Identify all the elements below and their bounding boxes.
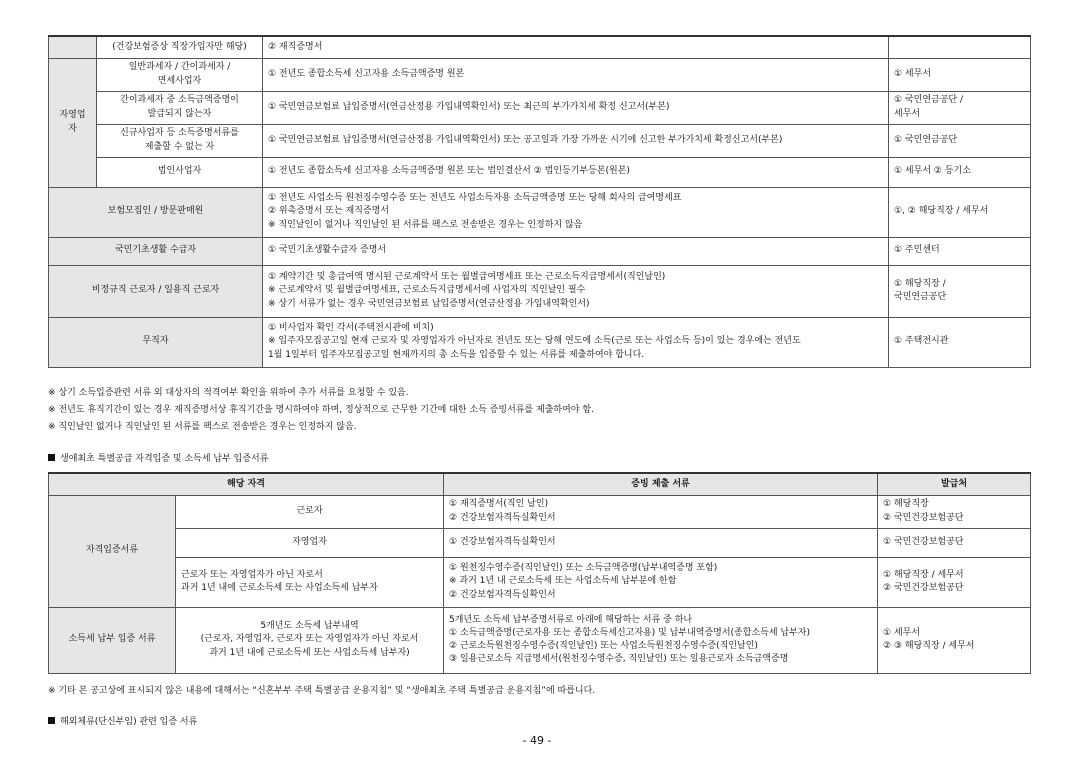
qualification-cell: 간이과세자 중 소득금액증명이 발급되지 않는자 bbox=[97, 91, 263, 124]
group-label: 자격입증서류 bbox=[49, 495, 176, 607]
page-number: - 49 - bbox=[522, 734, 552, 747]
table-row bbox=[49, 237, 1031, 265]
documents-cell: ① 건강보험자격득실확인서 bbox=[444, 528, 878, 557]
issuer-cell: ① 세무서 ② 등기소 bbox=[889, 157, 1031, 187]
square-bullet-icon bbox=[48, 454, 55, 461]
header-documents: 증빙 제출 서류 bbox=[444, 473, 878, 495]
issuer-cell: ① 국민건강보험공단 bbox=[878, 528, 1031, 557]
table-row bbox=[49, 187, 1031, 237]
section-title bbox=[48, 714, 197, 727]
issuer-cell: ① 세무서 ② ③ 해당직장 / 세무서 bbox=[878, 607, 1031, 673]
issuer-cell: ① 해당직장 ② 국민건강보험공단 bbox=[878, 495, 1031, 528]
first-home-proof-table bbox=[48, 472, 1031, 674]
documents-cell: 5개년도 소득세 납부증명서류로 아래에 해당하는 서류 중 하나 ① 소득금액증명(근로자용 또는 종합소득세신고자용) 및 납부내역증명서(종합소득세 납부자) ② 근로소득원천징수영수증(직인날인) 또는 사업소득원천징수영수증(직인날인) ③ 일용근로소득 지급명세서(원천징수영수증, 직인날인) 또는 일용근로자 소득금액증명 bbox=[444, 607, 878, 673]
qualification-cell: 국민기초생활 수급자 bbox=[49, 237, 263, 265]
documents-cell: ① 전년도 종합소득세 신고자용 소득금액증명 원본 bbox=[263, 58, 889, 91]
table-row bbox=[49, 91, 1031, 124]
note-line: ※ 직인날인 없거나 직인날인 된 서류를 팩스로 전송받은 경우는 인정하지 않음. bbox=[48, 422, 357, 432]
square-bullet-icon bbox=[48, 717, 55, 724]
documents-cell: ① 계약기간 및 총급여액 명시된 근로계약서 또는 월별급여명세표 또는 근로소득지급명세서(직인날인) ※ 근로계약서 및 월별급여명세표, 근로소득지급명세서에 사업자의 직인날인 필수 ※ 상기 서류가 없는 경우 국민연금보험료 납입증명서(연금산정용 가입내역확인서) bbox=[263, 265, 889, 317]
section-title-text: 해외체류(단신부임) 관련 입증 서류 bbox=[60, 717, 198, 727]
documents-cell: ① 국민연금보험료 납입증명서(연금산정용 가입내역확인서) 또는 최근의 부가가치세 확정 신고서(부본) bbox=[263, 91, 889, 124]
issuer-cell: ① 주택전시관 bbox=[889, 317, 1031, 367]
table-row bbox=[49, 124, 1031, 157]
qualification-cell: 근로자 또는 자영업자가 아닌 자로서 과거 1년 내에 근로소득세 또는 사업소득세 납부자 bbox=[176, 557, 444, 607]
note-line: ※ 전년도 휴직기간이 있는 경우 재직증명서상 휴직기간을 명시하여야 하며, 정상적으로 근무한 기간에 대한 소득 증빙서류를 제출하여야 함. bbox=[48, 405, 594, 415]
qualification-cell: 자영업자 bbox=[176, 528, 444, 557]
documents-cell: ① 비사업자 확인 각서(주택전시관에 비치) ※ 입주자모집공고일 현재 근로자 및 자영업자가 아닌자로 전년도 또는 당해 연도에 소득(근로 또는 사업소득 등)이 있는 경우에는 전년도 1월 1일부터 입주자모집공고일 현재까지의 총 소득을 입증할 수 있는 서류를 제출하여야 합니다. bbox=[263, 317, 889, 367]
issuer-cell: ① 주민센터 bbox=[889, 237, 1031, 265]
issuer-cell: ① 해당직장 / 국민연금공단 bbox=[889, 265, 1031, 317]
documents-cell: ① 국민기초생활수급자 증명서 bbox=[263, 237, 889, 265]
income-proof-table bbox=[48, 35, 1031, 368]
group-label: 소득세 납부 입증 서류 bbox=[49, 607, 176, 673]
table-row bbox=[49, 317, 1031, 367]
table-header-row bbox=[49, 473, 1031, 495]
documents-cell: ① 국민연금보험료 납입증명서(연금산정용 가입내역확인서) 또는 공고일과 가장 가까운 시기에 신고한 부가가치세 확정신고서(부본) bbox=[263, 124, 889, 157]
documents-cell: ① 전년도 종합소득세 신고자용 소득금액증명 원본 또는 법인결산서 ② 법인등기부등본(원본) bbox=[263, 157, 889, 187]
self-employed-label: 자영업 자 bbox=[49, 58, 97, 187]
qualification-cell: 신규사업자 등 소득증명서류를 제출할 수 없는 자 bbox=[97, 124, 263, 157]
qualification-cell: 보험모집인 / 방문판매원 bbox=[49, 187, 263, 237]
note-line: ※ 상기 소득입증관련 서류 외 대상자의 적격여부 확인을 위하여 추가 서류를 요청할 수 있음. bbox=[48, 388, 409, 398]
section-title-text: 생애최초 특별공급 자격입증 및 소득세 납부 입증서류 bbox=[60, 454, 269, 464]
qualification-cell: (건강보험증상 직장가입자만 해당) bbox=[97, 36, 263, 58]
table-row bbox=[49, 58, 1031, 91]
documents-cell: ① 원천징수영수증(직인날인) 또는 소득금액증명(납부내역증명 포함) ※ 과거 1년 내 근로소득세 또는 사업소득세 납부분에 한함 ② 건강보험자격득실확인서 bbox=[444, 557, 878, 607]
qualification-cell: 비정규직 근로자 / 일용직 근로자 bbox=[49, 265, 263, 317]
issuer-cell: ① 세무서 bbox=[889, 58, 1031, 91]
table-row bbox=[49, 495, 1031, 528]
header-qualification: 해당 자격 bbox=[49, 473, 444, 495]
issuer-cell: ①, ② 해당직장 / 세무서 bbox=[889, 187, 1031, 237]
qualification-cell: 5개년도 소득세 납부내역 (근로자, 자영업자, 근로자 또는 자영업자가 아닌 자로서 과거 1년 내에 근로소득세 또는 사업소득세 납부자) bbox=[176, 607, 444, 673]
table-row bbox=[49, 36, 1031, 58]
issuer-cell: ① 국민연금공단 bbox=[889, 124, 1031, 157]
issuer-cell: ① 국민연금공단 / 세무서 bbox=[889, 91, 1031, 124]
table-row bbox=[49, 607, 1031, 673]
qualification-cell: 무직자 bbox=[49, 317, 263, 367]
qualification-cell: 일반과세자 / 간이과세자 / 면세사업자 bbox=[97, 58, 263, 91]
section-title bbox=[48, 451, 268, 464]
documents-cell: ① 재직증명서(직인 날인) ② 건강보험자격득실확인서 bbox=[444, 495, 878, 528]
documents-cell: ② 재직증명서 bbox=[263, 36, 889, 58]
table-row bbox=[49, 265, 1031, 317]
table-row bbox=[49, 157, 1031, 187]
issuer-cell bbox=[889, 36, 1031, 58]
qualification-cell: 근로자 bbox=[176, 495, 444, 528]
table-row bbox=[49, 557, 1031, 607]
qualification-cell: 법인사업자 bbox=[97, 157, 263, 187]
documents-cell: ① 전년도 사업소득 원천징수영수증 또는 전년도 사업소득자용 소득금액증명 또는 당해 회사의 급여명세표 ② 위촉증명서 또는 재직증명서 ※ 직인날인이 없거나 직인날인 된 서류를 팩스로 전송받은 경우는 인정하지 않음 bbox=[263, 187, 889, 237]
note-line: ※ 기타 본 공고상에 표시되지 않은 내용에 대해서는 “신혼부부 주택 특별공급 운용지침” 및 “생애최초 주택 특별공급 운용지침”에 따릅니다. bbox=[48, 686, 596, 696]
issuer-cell: ① 해당직장 / 세무서 ② 국민건강보험공단 bbox=[878, 557, 1031, 607]
header-issuer: 발급처 bbox=[878, 473, 1031, 495]
table-row bbox=[49, 528, 1031, 557]
